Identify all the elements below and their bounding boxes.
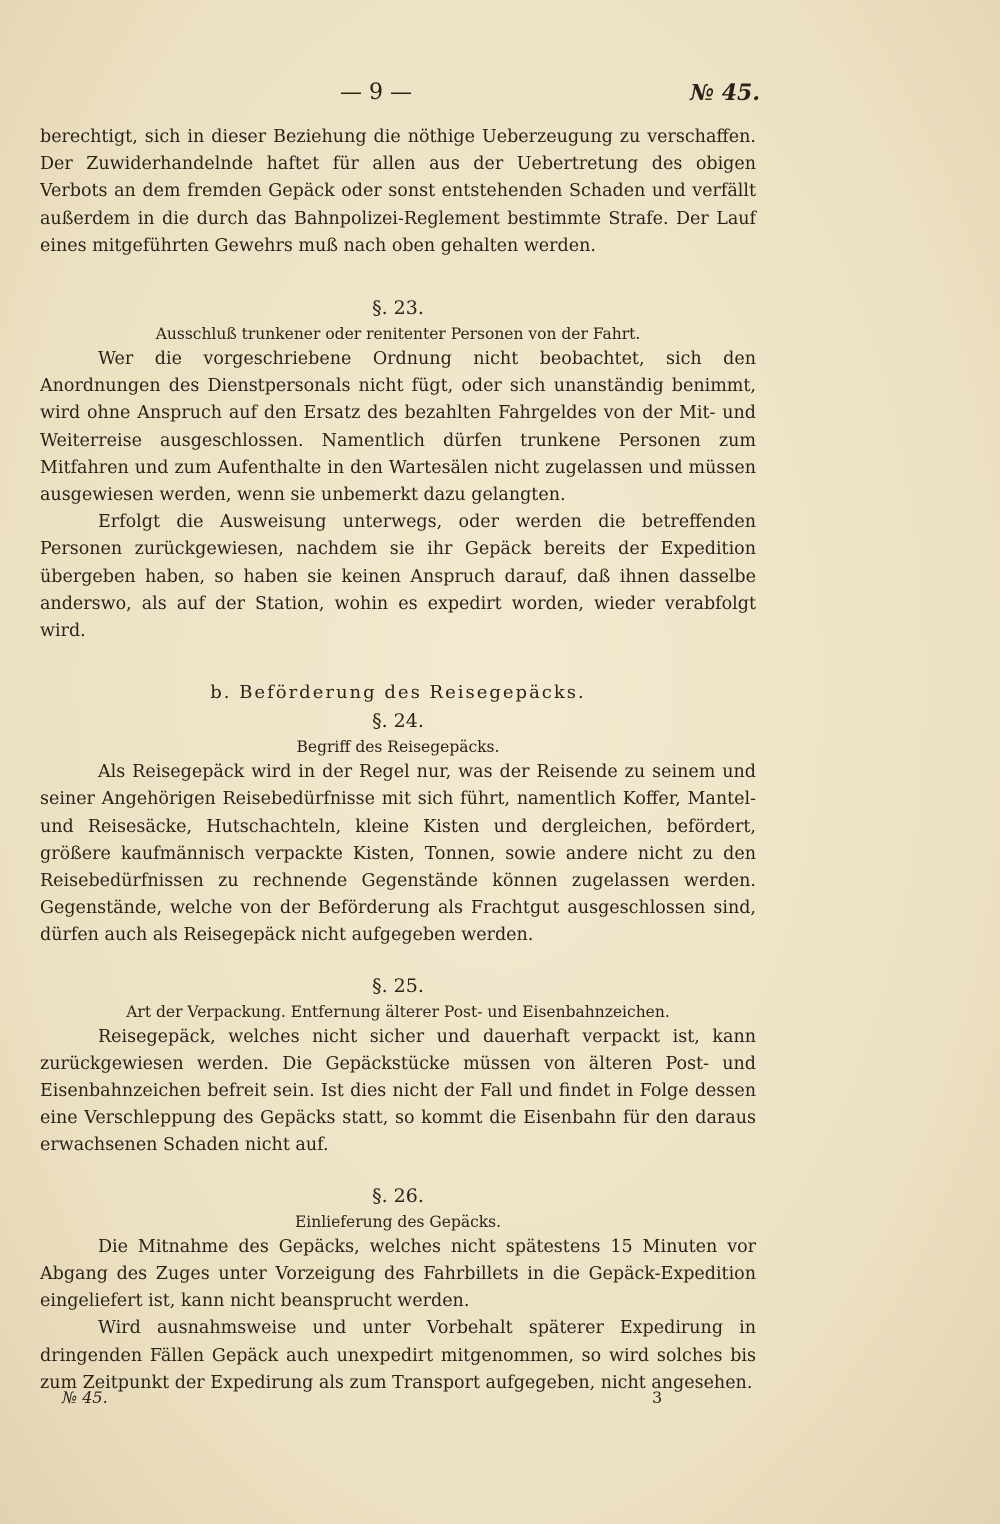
page-number: — 9 — — [340, 80, 412, 105]
paragraph: Wird ausnahmsweise und unter Vorbehalt späterer Expedirung in dringenden Fällen Gepäck auch unexpedirt mitgenommen, so wird solches bis zum Zeitpunkt der Expedirung als zum Transport aufgegeben, nicht angesehen. — [40, 1318, 756, 1393]
paragraph: Reisegepäck, welches nicht sicher und dauerhaft verpackt ist, kann zurückgewiesen werden. Die Gepäckstücke müssen von älteren Post- und Eisenbahnzeichen befreit sein. Ist dies nicht der Fall und findet in Folge dessen eine Verschleppung des Gepäcks statt, so kommt die Eisenbahn für den daraus erwachsenen Schaden nicht auf. — [40, 1026, 756, 1156]
paragraph: Als Reisegepäck wird in der Regel nur, was der Reisende zu seinem und seiner Angehörigen Reisebedürfnisse mit sich führt, namentlich Koffer, Mantel- und Reisesäcke, Hutschachteln, kleine Kisten und dergleichen, befördert, größere kaufmännisch verpackte Kisten, Tonnen, sowie andere nicht zu den Reisebedürfnissen zu rechnende Gegenstände können zugelassen werden. Gegenstände, welche von der Beförderung als Frachtgut ausgeschlossen sind, dürfen auch als Reisegepäck nicht aufgegeben werden. — [40, 762, 756, 946]
paragraph: Wer die vorgeschriebene Ordnung nicht beobachtet, sich den Anordnungen des Dienstpersonals nicht fügt, oder sich unanständig benimmt, wird ohne Anspruch auf den Ersatz des bezahlten Fahrgeldes von der Mit- und Weiterreise ausgeschlossen. Namentlich dürfen trunkene Personen zum Mitfahren und zum Aufenthalte in den Wartesälen nicht zugelassen und müssen ausgewiesen werden, wenn sie unbemerkt dazu gelangten. — [40, 349, 756, 506]
section-title: Art der Verpackung. Entfernung älterer Post- und Eisenbahnzeichen. — [126, 1002, 670, 1021]
page-footer — [62, 1388, 662, 1412]
section-number: §. 24. — [372, 710, 424, 733]
section-title: Ausschluß trunkener oder renitenter Personen von der Fahrt. — [155, 325, 641, 344]
section-number: §. 25. — [372, 974, 424, 997]
page-body — [40, 124, 756, 1397]
footer-issue-number: № 45. — [62, 1388, 108, 1407]
spacer — [40, 950, 756, 972]
subsection-heading: b. Beförderung des Reisegepäcks. — [210, 682, 586, 704]
section-title: Einlieferung des Gepäcks. — [294, 1212, 502, 1231]
spacer — [40, 645, 756, 679]
spacer — [40, 1160, 756, 1182]
section-title: Begriff des Reisegepäcks. — [296, 738, 500, 757]
issue-number: № 45. — [690, 80, 760, 106]
paragraph: berechtigt, sich in dieser Beziehung die nöthige Ueberzeugung zu verschaffen. Der Zuwiderhandelnde haftet für allen aus der Uebertretung des obigen Verbots an dem fremden Gepäck oder sonst entstehenden Schaden und verfällt außerdem in die durch das Bahnpolizei-Reglement bestimmte Strafe. Der Lauf eines mitgeführten Gewehrs muß nach oben gehalten werden. — [40, 127, 756, 256]
signature-mark: 3 — [652, 1388, 663, 1407]
section-number: §. 26. — [372, 1184, 424, 1207]
page-header — [40, 80, 760, 110]
spacer — [40, 260, 756, 294]
paragraph: Die Mitnahme des Gepäcks, welches nicht spätestens 15 Minuten vor Abgang des Zuges unter Vorzeigung des Fahrbillets in die Gepäck-Expedition eingeliefert ist, kann nicht beansprucht werden. — [40, 1236, 756, 1312]
section-number: §. 23. — [372, 297, 424, 320]
paragraph: Erfolgt die Ausweisung unterwegs, oder werden die betreffenden Personen zurückgewiesen, nachdem sie ihr Gepäck bereits der Expedition übergeben haben, so haben sie keinen Anspruch darauf, daß ihnen dasselbe anderswo, als auf der Station, wohin es expedirt worden, wieder verabfolgt wird. — [40, 512, 756, 642]
